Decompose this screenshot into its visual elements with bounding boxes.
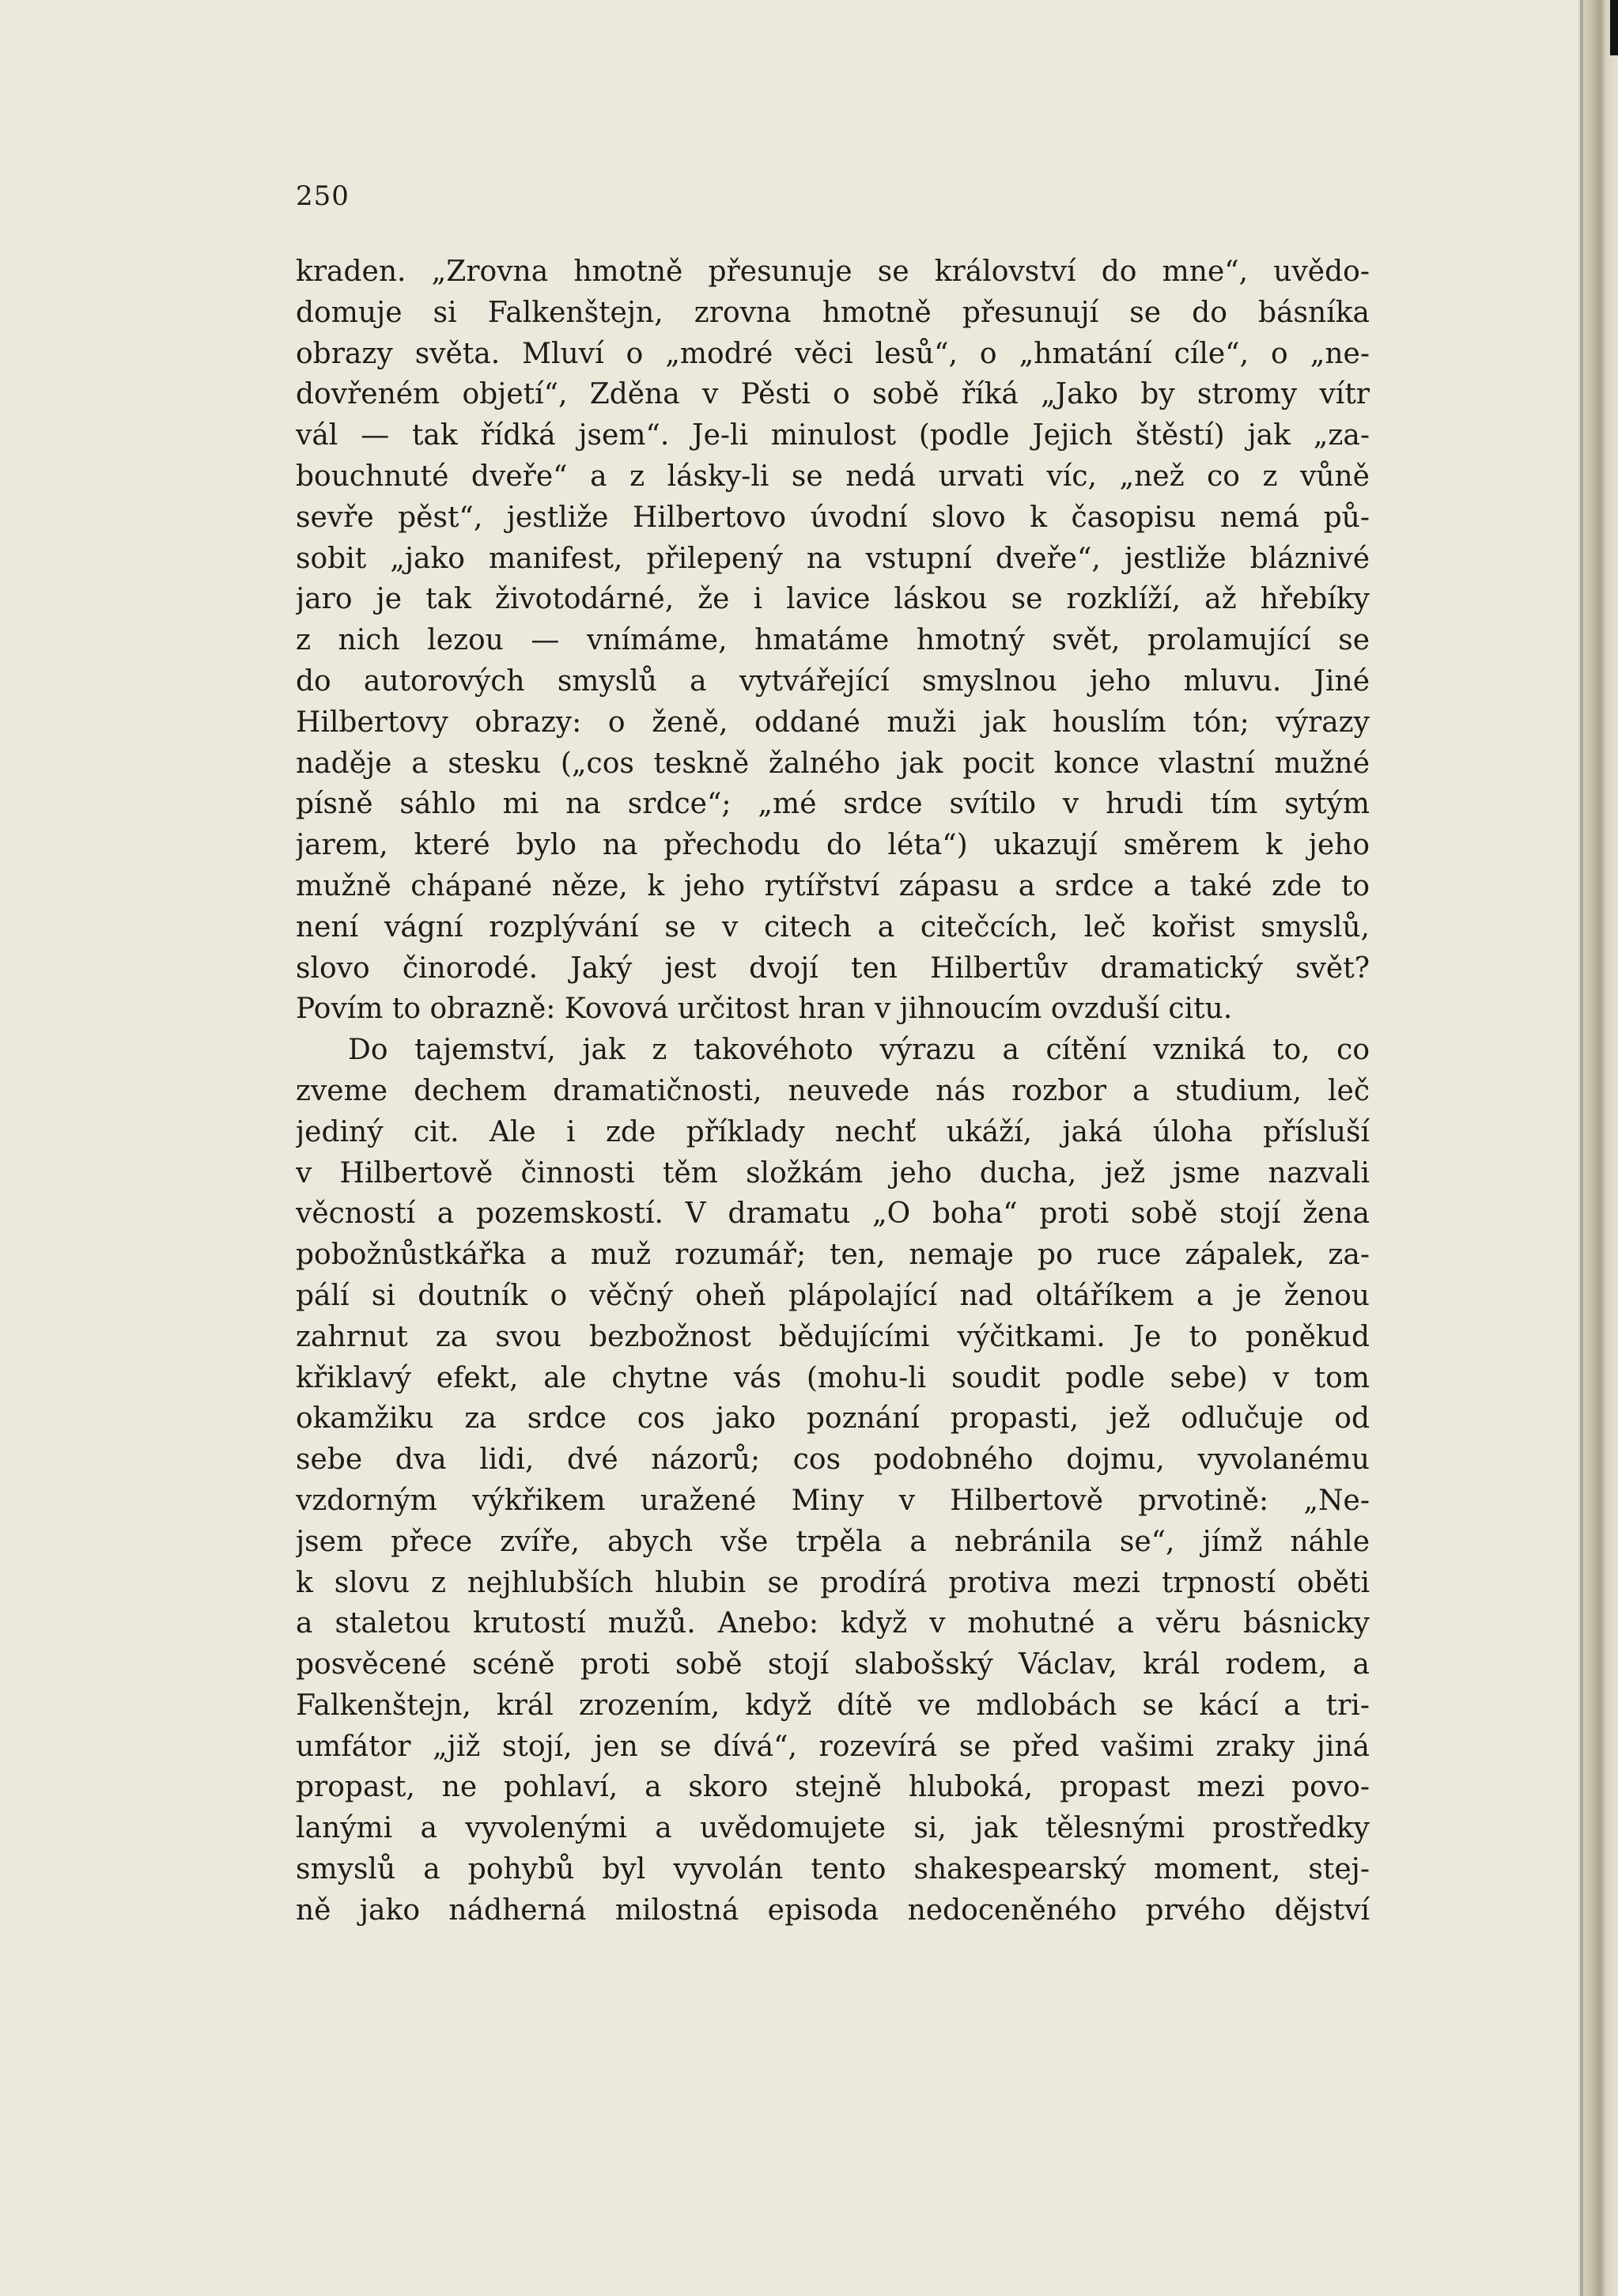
text-line: pobožnůstkářka a muž rozumář; ten, nemaje po ruce zápalek, za- xyxy=(296,1239,1370,1272)
paragraph-1 xyxy=(296,252,1370,1030)
text-line: bouchnuté dveře“ a z lásky-li se nedá urvati víc, „než co z vůně xyxy=(296,460,1370,493)
text-line: pálí si doutník o věčný oheň plápolající nad oltáříkem a je ženou xyxy=(296,1279,1370,1312)
text-line: propast, ne pohlaví, a skoro stejně hluboká, propast mezi povo- xyxy=(296,1771,1370,1804)
page-edge-shadow xyxy=(1578,0,1618,2296)
text-line: mužně chápané něze, k jeho rytířství zápasu a srdce a také zde to xyxy=(296,869,1370,902)
text-line: Povím to obrazně: Kovová určitost hran v jihnoucím ovzduší citu. xyxy=(296,993,1233,1026)
text-line: sebe dva lidi, dvé názorů; cos podobného dojmu, vyvolanému xyxy=(296,1443,1370,1477)
body-text xyxy=(296,252,1370,1931)
text-line: Hilbertovy obrazy: o ženě, oddané muži jak houslím tón; výrazy xyxy=(296,705,1370,739)
text-line: Falkenštejn, král zrozením, když dítě ve mdlobách se kácí a tri- xyxy=(296,1689,1370,1722)
page-number: 250 xyxy=(296,180,350,212)
text-line: v Hilbertově činnosti těm složkám jeho ducha, jež jsme nazvali xyxy=(296,1156,1370,1190)
text-line: vzdorným výkřikem uražené Miny v Hilbertově prvotině: „Ne- xyxy=(296,1484,1370,1517)
scan-corner xyxy=(1610,0,1618,55)
text-line: sobit „jako manifest, přilepený na vstupní dveře“, jestliže bláznivé xyxy=(296,542,1370,575)
text-line: kraden. „Zrovna hmotně přesunuje se království do mne“, uvědo- xyxy=(296,255,1370,288)
text-line: a staletou krutostí mužů. Anebo: když v mohutné a věru básnicky xyxy=(296,1607,1370,1640)
text-line: jsem přece zvíře, abych vše trpěla a nebránila se“, jímž náhle xyxy=(296,1525,1370,1558)
text-line: věcností a pozemskostí. V dramatu „O boha“ proti sobě stojí žena xyxy=(296,1197,1370,1231)
text-line: zveme dechem dramatičnosti, neuvede nás rozbor a studium, leč xyxy=(296,1074,1370,1107)
text-line: posvěcené scéně proti sobě stojí slabošský Václav, král rodem, a xyxy=(296,1648,1370,1681)
text-line: není vágní rozplývání se v citech a citečcích, leč kořist smyslů, xyxy=(296,910,1370,944)
text-line: domuje si Falkenštejn, zrovna hmotně přesunují se do básníka xyxy=(296,296,1370,329)
text-line: sevře pěst“, jestliže Hilbertovo úvodní slovo k časopisu nemá pů- xyxy=(296,501,1370,534)
text-line: Do tajemství, jak z takovéhoto výrazu a cítění vzniká to, co xyxy=(348,1034,1370,1067)
text-line: obrazy světa. Mluví o „modré věci lesů“, o „hmatání cíle“, o „ne- xyxy=(296,337,1370,370)
text-line: ně jako nádherná milostná episoda nedoceněného prvého dějství xyxy=(296,1893,1370,1927)
text-line: do autorových smyslů a vytvářející smyslnou jeho mluvu. Jiné xyxy=(296,664,1370,698)
text-line: jarem, které bylo na přechodu do léta“) ukazují směrem k jeho xyxy=(296,829,1370,862)
text-line: dovřeném objetí“, Zděna v Pěsti o sobě říká „Jako by stromy vítr xyxy=(296,378,1370,411)
text-line: naděje a stesku („cos teskně žalného jak pocit konce vlastní mužné xyxy=(296,747,1370,780)
text-line: z nich lezou — vnímáme, hmatáme hmotný svět, prolamující se xyxy=(296,624,1370,657)
text-line: vál — tak řídká jsem“. Je-li minulost (podle Jejich štěstí) jak „za- xyxy=(296,419,1370,452)
text-line: jediný cit. Ale i zde příklady nechť ukáží, jaká úloha přísluší xyxy=(296,1115,1370,1148)
text-line: k slovu z nejhlubších hlubin se prodírá protiva mezi trpností oběti xyxy=(296,1566,1370,1599)
text-line: lanými a vyvolenými a uvědomujete si, jak tělesnými prostředky xyxy=(296,1812,1370,1845)
paragraph-2 xyxy=(296,1030,1370,1931)
text-line: okamžiku za srdce cos jako poznání propasti, jež odlučuje od xyxy=(296,1402,1370,1435)
text-line: jaro je tak životodárné, že i lavice láskou se rozklíží, až hřebíky xyxy=(296,583,1370,616)
text-line: křiklavý efekt, ale chytne vás (mohu-li soudit podle sebe) v tom xyxy=(296,1361,1370,1394)
page-fold-line xyxy=(1580,0,1583,2296)
text-line: smyslů a pohybů byl vyvolán tento shakespearský moment, stej- xyxy=(296,1853,1370,1886)
text-line: písně sáhlo mi na srdce“; „mé srdce svítilo v hrudi tím sytým xyxy=(296,788,1370,821)
text-line: zahrnut za svou bezbožnost bědujícími výčitkami. Je to poněkud xyxy=(296,1320,1370,1353)
text-line: slovo činorodé. Jaký jest dvojí ten Hilbertův dramatický svět? xyxy=(296,951,1370,985)
text-line: umfátor „již stojí, jen se dívá“, rozevírá se před vašimi zraky jiná xyxy=(296,1730,1370,1763)
